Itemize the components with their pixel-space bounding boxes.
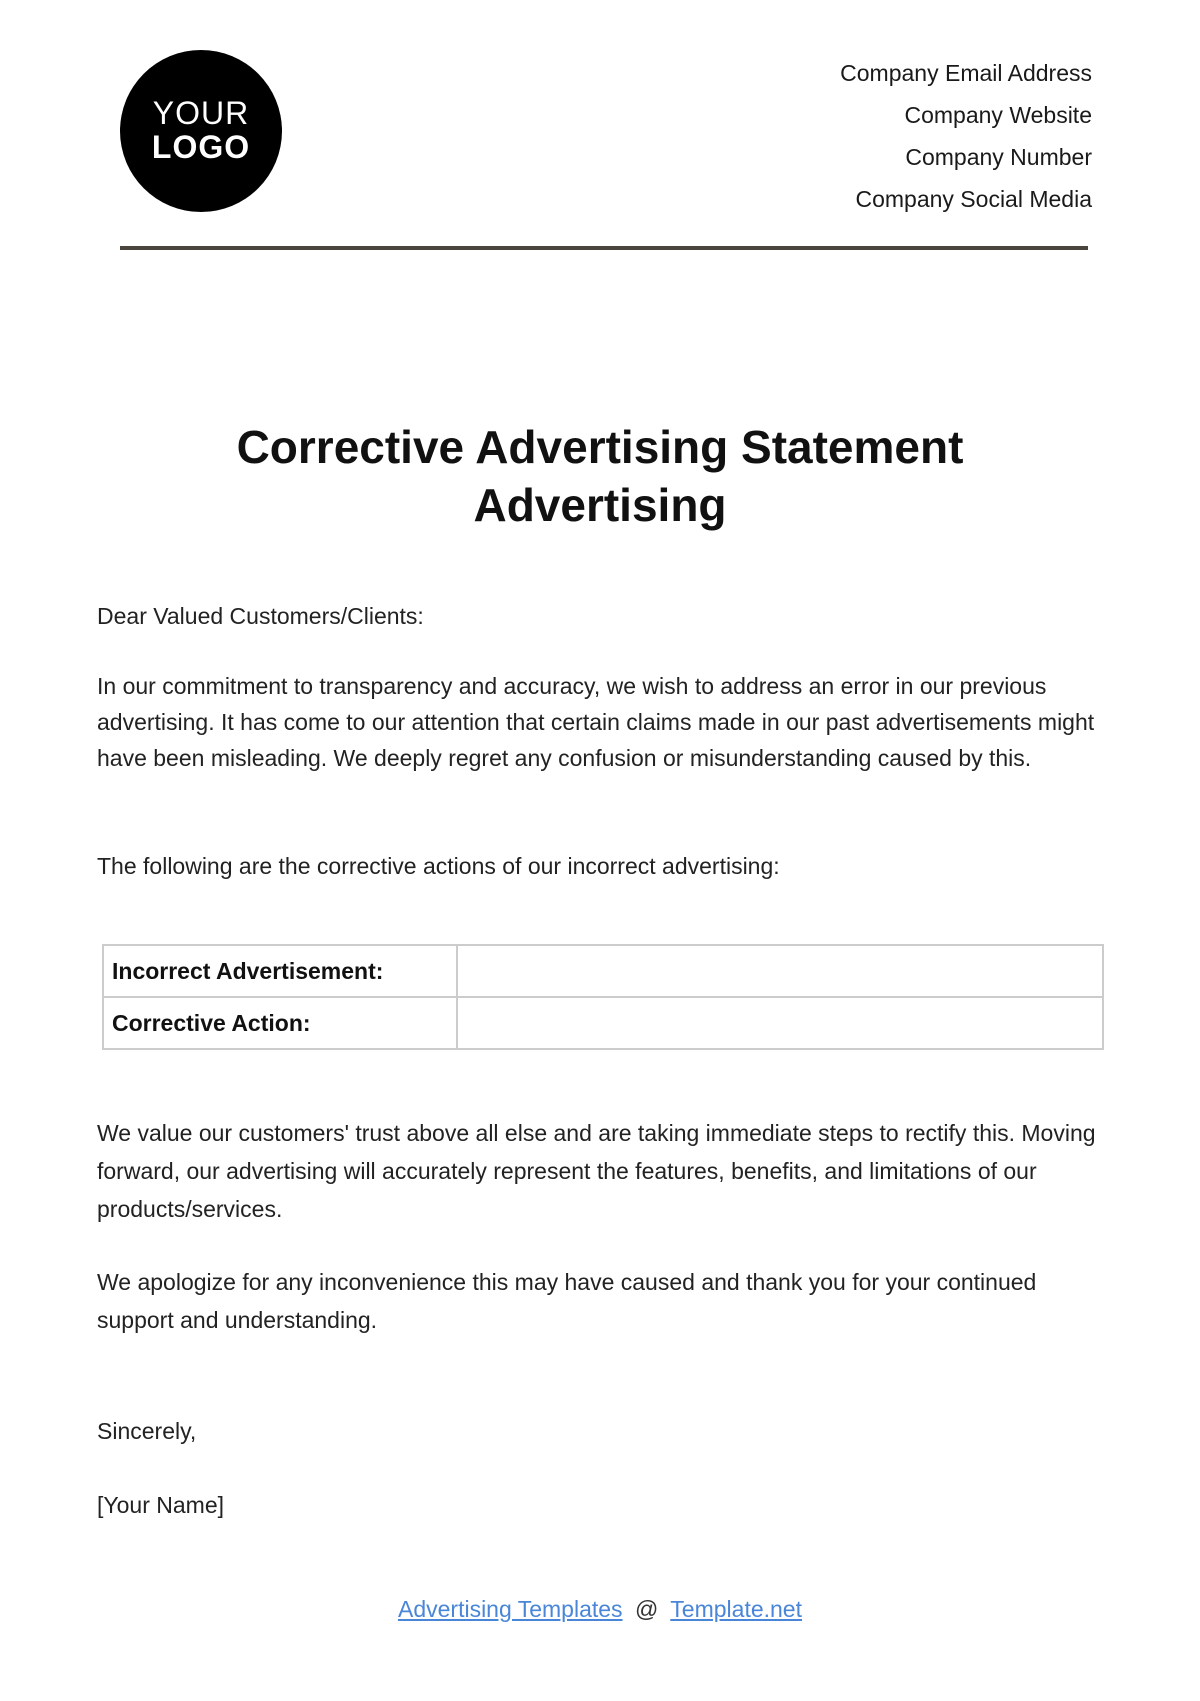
- incorrect-advertisement-label: Incorrect Advertisement:: [103, 945, 457, 997]
- apology-paragraph: We apologize for any inconvenience this may have caused and thank you for your continued support and understanding.: [97, 1269, 1037, 1333]
- advertising-templates-link[interactable]: Advertising Templates: [397, 1596, 623, 1622]
- company-number: Company Number: [905, 144, 1092, 170]
- template-net-link[interactable]: Template.net: [670, 1596, 802, 1622]
- header-divider: [120, 246, 1088, 250]
- incorrect-advertisement-value: [457, 945, 1103, 997]
- company-website: Company Website: [904, 102, 1092, 128]
- title-line-2: Advertising: [473, 479, 727, 531]
- company-contact-block: [840, 52, 1092, 220]
- following-paragraph: The following are the corrective actions of our incorrect advertising:: [97, 853, 780, 879]
- company-social-media: Company Social Media: [855, 186, 1092, 212]
- company-logo: [120, 50, 282, 212]
- trust-paragraph: We value our customers' trust above all else and are taking immediate steps to rectify this. Moving forward, our advertising will accurately represent the features, benefits, and limitations of our products/services.: [97, 1120, 1096, 1222]
- table-row: [103, 945, 1103, 997]
- salutation: Dear Valued Customers/Clients:: [97, 603, 424, 629]
- company-email: Company Email Address: [840, 60, 1092, 86]
- logo-line-2: LOGO: [151, 129, 251, 165]
- signature-name: [Your Name]: [97, 1492, 224, 1518]
- corrective-action-label: Corrective Action:: [103, 997, 457, 1049]
- corrective-action-value: [457, 997, 1103, 1049]
- footer-separator: @: [634, 1596, 659, 1622]
- corrective-actions-table: [102, 944, 1104, 1050]
- closing: Sincerely,: [97, 1418, 197, 1444]
- footer: [0, 1596, 1200, 1623]
- intro-paragraph: In our commitment to transparency and accuracy, we wish to address an error in our previous advertising. It has come to our attention that certain claims made in our past advertisements might have been misleading. We deeply regret any confusion or misunderstanding caused by this.: [97, 673, 1095, 771]
- title-line-1: Corrective Advertising Statement: [236, 421, 964, 473]
- document-title: [100, 418, 1100, 534]
- logo-line-1: YOUR: [152, 95, 250, 132]
- table-row: [103, 997, 1103, 1049]
